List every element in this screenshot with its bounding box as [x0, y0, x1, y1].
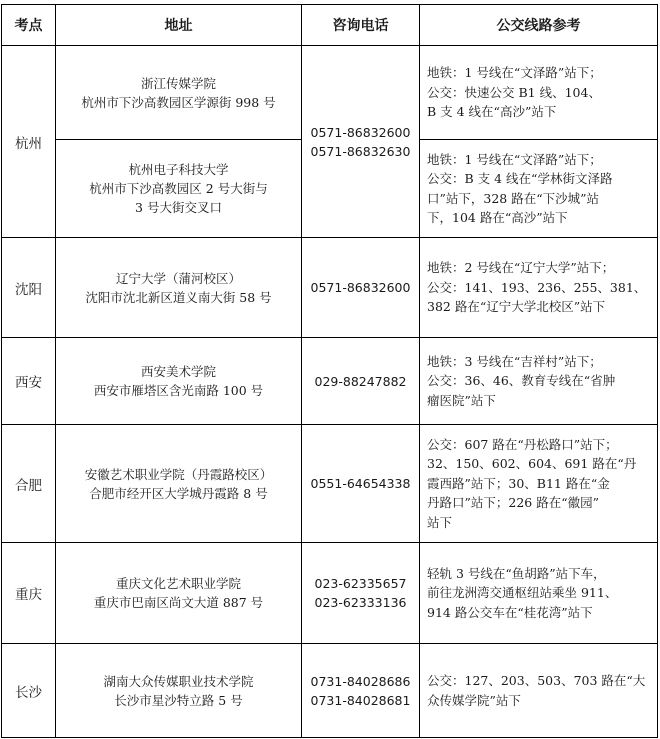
transit-line: 公交：快速公交 B1 线、104、	[427, 84, 601, 100]
transit-line: 下，104 路在“高沙”站下	[427, 210, 568, 225]
address-line: 西安美术学院	[140, 364, 216, 379]
address-line: 重庆文化艺术职业学院	[115, 576, 241, 591]
address-cell	[56, 338, 302, 425]
transit-cell	[420, 238, 658, 338]
phone-number: 0571-86832630	[310, 143, 411, 159]
transit-cell	[420, 425, 658, 543]
header-transit: 公交线路参考	[420, 5, 658, 46]
phone-number: 0571-86832600	[310, 124, 411, 140]
transit-line: 382 路在“辽宁大学北校区”站下	[427, 299, 606, 315]
address-cell	[56, 644, 302, 738]
table-row	[2, 238, 658, 338]
phone-number: 0551-64654338	[310, 476, 411, 491]
transit-cell	[420, 338, 658, 425]
transit-line: 口”站下，328 路在“下沙城”站	[427, 190, 600, 206]
table-row	[2, 46, 658, 140]
transit-cell	[420, 46, 658, 140]
transit-line: 站下	[427, 514, 453, 530]
address-line: 辽宁大学（蒲河校区）	[115, 270, 241, 286]
phone-number: 0731-84028686	[310, 673, 411, 689]
transit-line: 丹路口”站下；226 路在“徽园”	[427, 495, 600, 511]
phone-cell	[302, 425, 420, 543]
transit-cell	[420, 140, 658, 238]
transit-line: B 支 4 线在“高沙”站下	[427, 104, 557, 120]
transit-line: 公交：B 支 4 线在“学林街文泽路	[427, 171, 613, 186]
address-line: 沈阳市沈北新区道义南大街 58 号	[85, 289, 272, 305]
city-cell: 长沙	[2, 644, 56, 738]
transit-line: 地铁：1 号线在“文泽路”站下；	[427, 65, 602, 81]
transit-line: 914 路公交车在“桂花湾”站下	[427, 604, 593, 620]
city-cell: 沈阳	[2, 238, 56, 338]
city-cell: 杭州	[2, 46, 56, 238]
table-row	[2, 644, 658, 738]
phone-cell	[302, 338, 420, 425]
address-line: 安徽艺术职业学院（丹霞路校区）	[84, 466, 273, 482]
phone-cell	[302, 46, 420, 238]
table-row	[2, 543, 658, 644]
transit-line: 公交：36、46、教育专线在“省肿	[427, 373, 616, 389]
address-cell	[56, 238, 302, 338]
header-city: 考点	[2, 5, 56, 46]
city-cell: 合肥	[2, 425, 56, 543]
phone-cell	[302, 644, 420, 738]
table-row	[2, 338, 658, 425]
transit-line: 公交：127、203、503、703 路在“大	[427, 673, 646, 688]
address-line: 浙江传媒学院	[140, 75, 216, 91]
phone-number: 0571-86832600	[310, 280, 411, 295]
table-row	[2, 425, 658, 543]
city-cell: 西安	[2, 338, 56, 425]
transit-cell	[420, 644, 658, 738]
address-cell	[56, 46, 302, 140]
address-cell	[56, 140, 302, 238]
phone-cell	[302, 543, 420, 644]
transit-line: 公交：141、193、236、255、381、	[427, 279, 647, 295]
address-cell	[56, 425, 302, 543]
transit-line: 地铁：3 号线在“吉祥村”站下；	[427, 353, 602, 369]
address-line: 3 号大街交叉口	[135, 200, 222, 215]
address-line: 杭州电子科技大学	[128, 162, 229, 177]
transit-line: 地铁：2 号线在“辽宁大学”站下；	[427, 260, 615, 276]
phone-number: 029-88247882	[314, 373, 407, 389]
address-line: 长沙市星沙特立路 5 号	[114, 692, 243, 708]
transit-line: 霞西路”站下；30、B11 路在“金	[427, 475, 610, 491]
exam-site-table	[1, 4, 658, 738]
address-cell	[56, 543, 302, 644]
address-line: 西安市雁塔区含光南路 100 号	[93, 383, 264, 398]
phone-number: 0731-84028681	[310, 692, 411, 708]
transit-line: 轻轨 3 号线在“鱼胡路”站下车，	[427, 565, 606, 581]
transit-cell	[420, 543, 658, 644]
city-cell: 重庆	[2, 543, 56, 644]
address-line: 杭州市下沙高教园区 2 号大街与	[89, 181, 268, 196]
transit-line: 32、150、602、604、691 路在“丹	[427, 456, 637, 472]
header-phone: 咨询电话	[302, 5, 420, 46]
header-address: 地址	[56, 5, 302, 46]
header-row	[2, 5, 658, 46]
transit-line: 前往龙洲湾交通枢纽站乘坐 911、	[427, 585, 618, 601]
phone-number: 023-62333136	[314, 595, 407, 610]
address-line: 湖南大众传媒职业技术学院	[103, 673, 254, 689]
address-line: 合肥市经开区大学城丹霞路 8 号	[89, 485, 268, 501]
transit-line: 公交：607 路在“丹松路口”站下；	[427, 436, 618, 452]
transit-line: 地铁：1 号线在“文泽路”站下；	[427, 151, 602, 167]
phone-cell	[302, 238, 420, 338]
address-line: 重庆市巴南区尚文大道 887 号	[93, 595, 264, 610]
phone-number: 023-62335657	[314, 576, 407, 591]
transit-line: 众传媒学院”站下	[427, 692, 521, 708]
transit-line: 瘤医院”站下	[427, 392, 496, 408]
address-line: 杭州市下沙高教园区学源街 998 号	[81, 94, 276, 110]
